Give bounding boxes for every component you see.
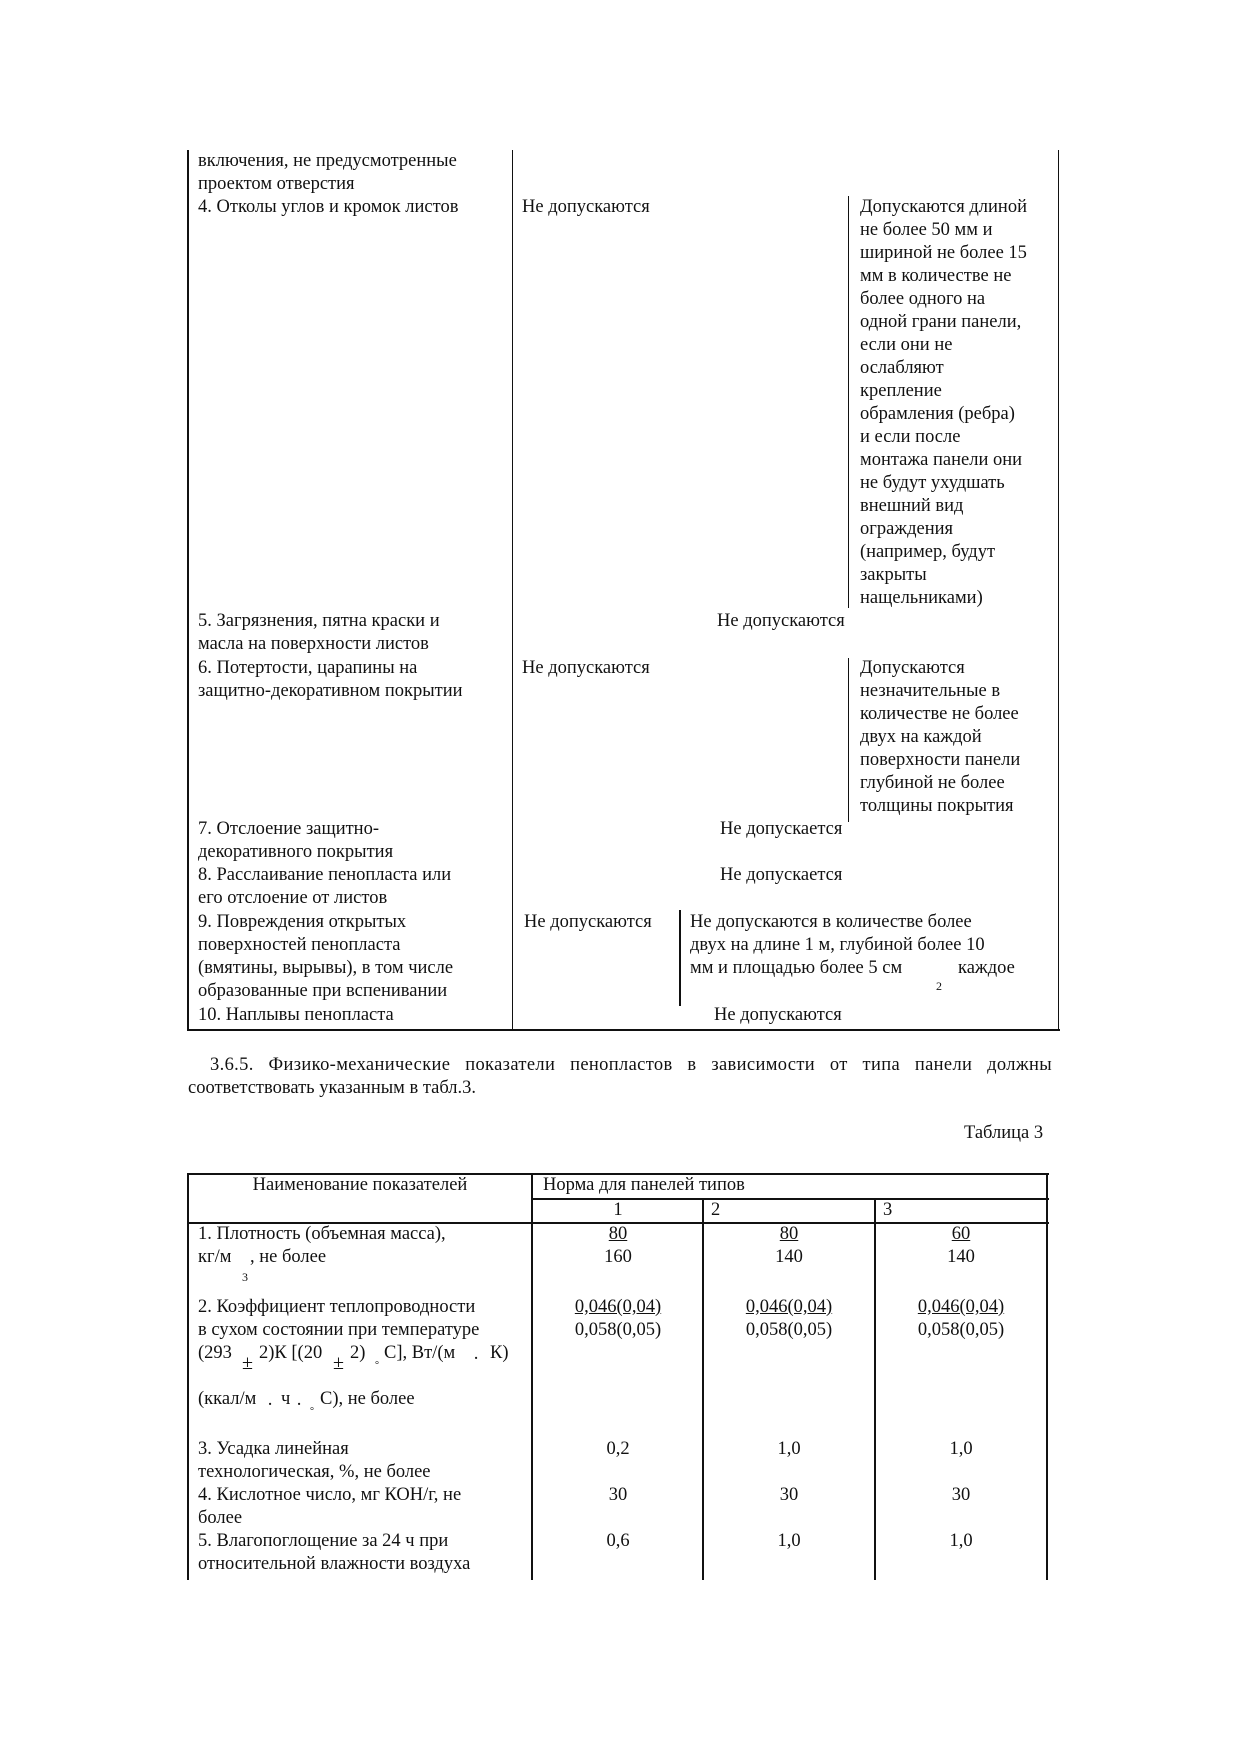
row-name: декоративного покрытия xyxy=(198,842,394,862)
cell-value-line: Допускаются xyxy=(860,658,965,678)
value-denominator: 160 xyxy=(604,1247,632,1267)
plus-minus-symbol: ± xyxy=(333,1352,344,1374)
cell-value-line: более одного на xyxy=(860,289,986,309)
cell-value-line: толщины покрытия xyxy=(860,796,1014,816)
cell-value-line: незначительные в xyxy=(860,681,1001,701)
cell-value: 1,0 xyxy=(949,1531,973,1551)
row-name: 2. Коэффициент теплопроводности xyxy=(198,1297,476,1317)
cell-value: Не допускаются xyxy=(524,912,652,932)
table-left-border xyxy=(187,150,189,1030)
row-name: 10. Наплывы пенопласта xyxy=(198,1005,394,1025)
cell-value-line: не более 50 мм и xyxy=(860,220,993,240)
value-numerator: 0,046(0,04) xyxy=(917,1297,1005,1317)
cell-value-line: нащельниками) xyxy=(860,588,983,608)
row-name: проектом отверстия xyxy=(198,174,355,194)
cell-value-line: количестве не более xyxy=(860,704,1019,724)
subcolumn-divider xyxy=(848,196,849,608)
row-name: 5. Влагопоглощение за 24 ч при xyxy=(198,1531,449,1551)
row-name: (вмятины, вырывы), в том числе xyxy=(198,958,454,978)
superscript-3: 3 xyxy=(242,1270,248,1284)
merged-cell-value: Не допускается xyxy=(720,819,843,839)
cell-value: Не допускаются xyxy=(522,197,650,217)
row-name: 8. Расслаивание пенопласта или xyxy=(198,865,452,885)
table-right-border xyxy=(1046,1173,1048,1580)
row-name: 5. Загрязнения, пятна краски и xyxy=(198,611,440,631)
value-denominator: 0,058(0,05) xyxy=(574,1320,662,1340)
row-name-part: К) xyxy=(490,1343,509,1363)
table-right-border xyxy=(1058,150,1059,1030)
plus-minus-symbol: ± xyxy=(242,1352,253,1374)
cell-value-line: поверхности панели xyxy=(860,750,1021,770)
column-header-name: Наименование показателей xyxy=(252,1175,468,1195)
cell-value: 1,0 xyxy=(777,1439,801,1459)
row-name: 7. Отслоение защитно- xyxy=(198,819,379,839)
cell-value: 30 xyxy=(951,1485,971,1505)
cell-value-line: двух на каждой xyxy=(860,727,982,747)
value-numerator: 80 xyxy=(608,1224,628,1244)
column-divider xyxy=(512,150,513,1030)
cell-value-line: (например, будут xyxy=(860,542,996,562)
superscript-2: 2 xyxy=(936,979,942,993)
value-numerator: 0,046(0,04) xyxy=(574,1297,662,1317)
dot-symbol: · xyxy=(267,1395,274,1415)
column-header-norm: Норма для панелей типов xyxy=(543,1175,745,1195)
cell-value-line: мм в количестве не xyxy=(860,266,1012,286)
paragraph-line: соответствовать указанным в табл.3. xyxy=(188,1078,477,1098)
row-name: 1. Плотность (объемная масса), xyxy=(198,1224,446,1244)
cell-value-line: глубиной не более xyxy=(860,773,1005,793)
cell-value-line: закрыты xyxy=(860,565,927,585)
cell-value-line: и если после xyxy=(860,427,961,447)
cell-value-line: крепление xyxy=(860,381,942,401)
merged-cell-value: Не допускается xyxy=(720,865,843,885)
row-name: 6. Потертости, царапины на xyxy=(198,658,418,678)
row-name-part: 2)К [(20 xyxy=(259,1343,323,1363)
dot-symbol: · xyxy=(473,1349,480,1369)
cell-value-line: внешний вид xyxy=(860,496,964,516)
dot-symbol: · xyxy=(296,1395,303,1415)
cell-value-line: ограждения xyxy=(860,519,954,539)
cell-value-line: шириной не более 15 xyxy=(860,243,1027,263)
value-numerator: 0,046(0,04) xyxy=(745,1297,833,1317)
row-name-part: С], Вт/(м xyxy=(384,1343,456,1363)
cell-value-line: Не допускаются в количестве более xyxy=(690,912,972,932)
row-name-part: 2) xyxy=(350,1343,366,1363)
value-denominator: 0,058(0,05) xyxy=(917,1320,1005,1340)
degree-symbol: ° xyxy=(310,1406,314,1417)
cell-value-line: монтажа панели они xyxy=(860,450,1023,470)
row-name: поверхностей пенопласта xyxy=(198,935,401,955)
column-header-type-2: 2 xyxy=(711,1200,721,1220)
row-name: более xyxy=(198,1508,243,1528)
row-name-part: С), не более xyxy=(320,1389,415,1409)
cell-value: 0,2 xyxy=(606,1439,630,1459)
degree-symbol: ° xyxy=(375,1360,379,1371)
cell-value: Не допускаются xyxy=(522,658,650,678)
cell-value-line: одной грани панели, xyxy=(860,312,1022,332)
row-name: технологическая, %, не более xyxy=(198,1462,431,1482)
subcolumn-divider xyxy=(679,910,681,1006)
cell-value-line: ослабляют xyxy=(860,358,944,378)
row-name: его отслоение от листов xyxy=(198,888,388,908)
row-name: 9. Повреждения открытых xyxy=(198,912,407,932)
row-name: 4. Кислотное число, мг КОН/г, не xyxy=(198,1485,462,1505)
value-denominator: 140 xyxy=(775,1247,803,1267)
row-name: образованные при вспенивании xyxy=(198,981,448,1001)
table-caption: Таблица 3 xyxy=(964,1123,1044,1143)
column-header-type-3: 3 xyxy=(883,1200,893,1220)
row-name: относительной влажности воздуха xyxy=(198,1554,471,1574)
value-denominator: 140 xyxy=(947,1247,975,1267)
row-name: масла на поверхности листов xyxy=(198,634,429,654)
row-name: в сухом состоянии при температуре xyxy=(198,1320,480,1340)
row-name: , не более xyxy=(250,1247,327,1267)
row-name: 3. Усадка линейная xyxy=(198,1439,349,1459)
cell-value: 1,0 xyxy=(777,1531,801,1551)
cell-value-line: мм и площадью более 5 см xyxy=(690,958,903,978)
cell-value-line: каждое xyxy=(958,958,1015,978)
row-name: защитно-декоративном покрытии xyxy=(198,681,463,701)
subcolumn-divider xyxy=(848,658,849,822)
column-header-type-1: 1 xyxy=(613,1200,623,1220)
merged-cell-value: Не допускаются xyxy=(717,611,845,631)
row-name-part: (ккал/м xyxy=(198,1389,257,1409)
paragraph-line: 3.6.5. Физико-механические показатели пенопластов в зависимости от типа панели должны xyxy=(210,1055,1052,1075)
row-name: 4. Отколы углов и кромок листов xyxy=(198,197,459,217)
table-left-border xyxy=(187,1173,189,1580)
row-name-part: ч xyxy=(281,1389,291,1409)
value-denominator: 0,058(0,05) xyxy=(745,1320,833,1340)
value-numerator: 80 xyxy=(779,1224,799,1244)
cell-value: 30 xyxy=(608,1485,628,1505)
cell-value: 1,0 xyxy=(949,1439,973,1459)
row-name: кг/м xyxy=(198,1247,232,1267)
merged-cell-value: Не допускаются xyxy=(714,1005,842,1025)
cell-value: 0,6 xyxy=(606,1531,630,1551)
cell-value: 30 xyxy=(779,1485,799,1505)
row-name-part: (293 xyxy=(198,1343,232,1363)
cell-value-line: обрамления (ребра) xyxy=(860,404,1015,424)
row-name: включения, не предусмотренные xyxy=(198,151,457,171)
cell-value-line: Допускаются длиной xyxy=(860,197,1027,217)
cell-value-line: не будут ухудшать xyxy=(860,473,1005,493)
value-numerator: 60 xyxy=(951,1224,971,1244)
cell-value-line: двух на длине 1 м, глубиной более 10 xyxy=(690,935,985,955)
table-bottom-border xyxy=(187,1029,1060,1031)
cell-value-line: если они не xyxy=(860,335,953,355)
